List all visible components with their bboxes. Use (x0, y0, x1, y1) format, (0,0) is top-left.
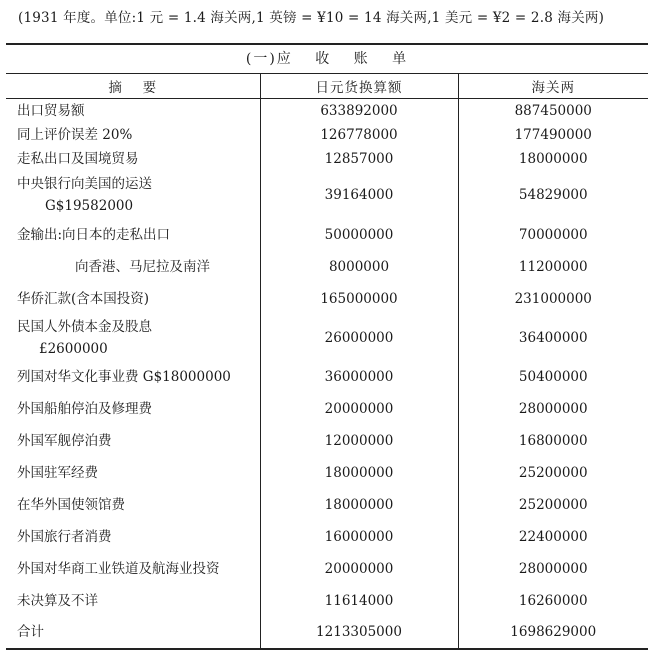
table-row (6, 457, 648, 489)
top-rule (6, 43, 648, 45)
row-label: 合计 (6, 617, 260, 649)
row-yen: 12000000 (260, 425, 458, 457)
row-taels: 70000000 (458, 219, 648, 251)
table-row (6, 147, 648, 171)
row-label: 在华外国使领馆费 (17, 496, 125, 513)
row-yen: 50000000 (260, 219, 458, 251)
unit-note: (1931 年度。单位:1 元 = 1.4 海关两,1 英镑 = ¥10 = 14 海关两,1 美元 = ¥2 = 2.8 海关两) (18, 10, 605, 26)
row-label: 金输出:向日本的走私出口 (17, 226, 171, 243)
row-taels: 36400000 (458, 315, 648, 361)
row-taels: 25200000 (458, 489, 648, 521)
table-row (6, 521, 648, 553)
row-label: 外国军舰停泊费 (17, 432, 112, 449)
row-label: 列国对华文化事业费 G$18000000 (17, 368, 231, 385)
table-row (6, 425, 648, 457)
row-label-cell (6, 315, 260, 361)
row-label: 向香港、马尼拉及南洋 (75, 258, 210, 275)
row-taels: 25200000 (458, 457, 648, 489)
table-row (6, 361, 648, 393)
row-taels: 1698629000 (458, 617, 648, 649)
table-row (6, 219, 648, 251)
row-label: 走私出口及国境贸易 (17, 150, 139, 167)
row-yen: 11614000 (260, 585, 458, 617)
table-row (6, 489, 648, 521)
row-yen: 1213305000 (260, 617, 458, 649)
table-title: (一)应 收 账 单 (245, 51, 409, 67)
row-taels: 231000000 (458, 283, 648, 315)
table-row (6, 585, 648, 617)
table-row (6, 283, 648, 315)
header-summary: 摘 要 (6, 74, 260, 99)
row-label-cell (6, 171, 260, 219)
row-label: 中央银行向美国的运送 (17, 175, 152, 192)
table-row (6, 171, 648, 219)
row-label: 外国船舶停泊及修理费 (17, 400, 152, 417)
table-row (6, 315, 648, 361)
receivables-table (6, 73, 648, 650)
row-label: 外国旅行者消费 (17, 528, 112, 545)
header-yen: 日元货换算额 (260, 74, 458, 99)
row-taels: 28000000 (458, 393, 648, 425)
row-yen: 39164000 (260, 171, 458, 219)
row-yen: 18000000 (260, 457, 458, 489)
row-taels: 22400000 (458, 521, 648, 553)
table-row (6, 251, 648, 283)
row-taels: 16800000 (458, 425, 648, 457)
row-label: 出口贸易额 (17, 102, 85, 119)
row-yen: 165000000 (260, 283, 458, 315)
row-taels: 16260000 (458, 585, 648, 617)
total-row (6, 617, 648, 649)
row-yen: 18000000 (260, 489, 458, 521)
row-taels: 177490000 (458, 123, 648, 147)
table-row (6, 393, 648, 425)
row-label: 同上评价误差 20% (17, 126, 133, 143)
row-taels: 18000000 (458, 147, 648, 171)
table-row (6, 553, 648, 585)
row-yen: 633892000 (260, 99, 458, 123)
row-label-sub: G$19582000 (45, 197, 134, 214)
table-row (6, 99, 648, 123)
row-label-sub: £2600000 (39, 340, 108, 357)
row-label-cell (6, 251, 260, 283)
row-label: 外国对华商工业铁道及航海业投资 (17, 560, 220, 577)
row-yen: 26000000 (260, 315, 458, 361)
row-yen: 16000000 (260, 521, 458, 553)
row-yen: 8000000 (260, 251, 458, 283)
header-row (6, 74, 648, 99)
header-taels: 海关两 (458, 74, 648, 99)
row-taels: 54829000 (458, 171, 648, 219)
row-taels: 50400000 (458, 361, 648, 393)
row-taels: 28000000 (458, 553, 648, 585)
row-label: 民国人外债本金及股息 (17, 318, 152, 335)
row-yen: 12857000 (260, 147, 458, 171)
row-taels: 887450000 (458, 99, 648, 123)
row-label: 未决算及不详 (17, 592, 98, 609)
row-yen: 20000000 (260, 553, 458, 585)
table-row (6, 123, 648, 147)
row-taels: 11200000 (458, 251, 648, 283)
row-yen: 126778000 (260, 123, 458, 147)
row-yen: 36000000 (260, 361, 458, 393)
row-label: 华侨汇款(含本国投资) (17, 290, 150, 307)
row-yen: 20000000 (260, 393, 458, 425)
row-label: 外国驻军经费 (17, 464, 98, 481)
